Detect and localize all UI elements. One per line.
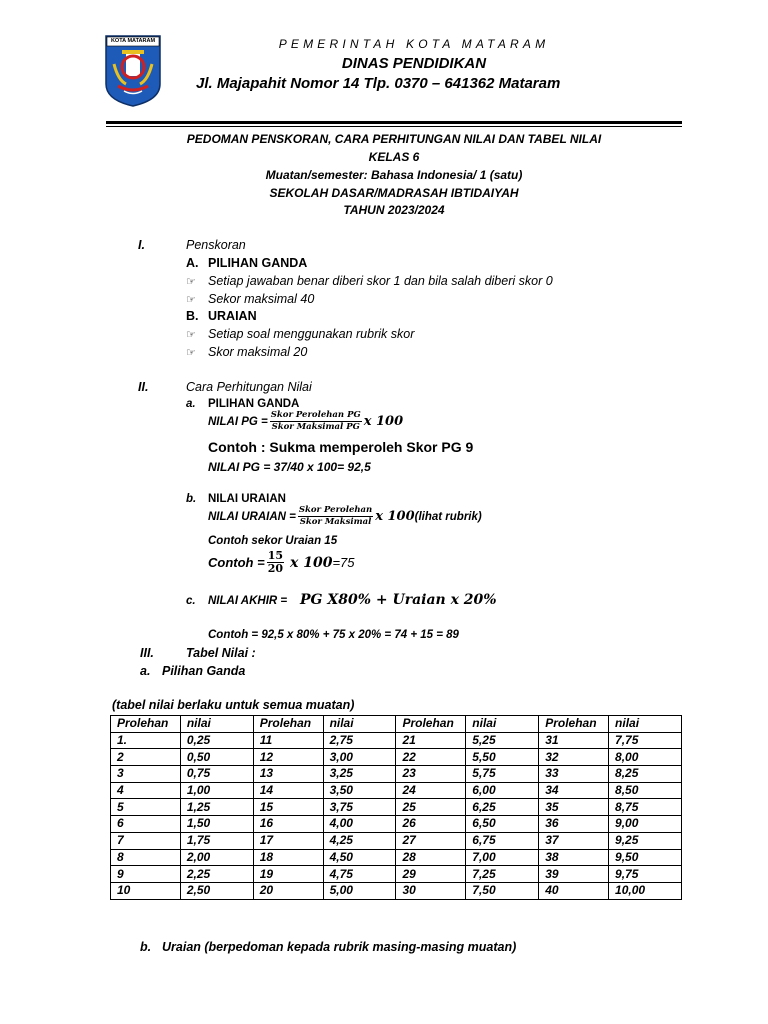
score-cell: 29 bbox=[396, 866, 466, 883]
score-cell: 19 bbox=[253, 866, 323, 883]
uraian-calculation: Contoh = $\frac{15}{20}$ x 100 =75 bbox=[208, 549, 355, 575]
section1-b-label: B. bbox=[186, 309, 199, 323]
section1-number: I. bbox=[138, 238, 145, 252]
score-cell: 38 bbox=[539, 849, 609, 866]
section3-a-title: Pilihan Ganda bbox=[162, 664, 246, 678]
section2-title: Cara Perhitungan Nilai bbox=[186, 380, 312, 394]
table-header-cell: Prolehan bbox=[539, 716, 609, 733]
section3-a-label: a. bbox=[140, 664, 151, 678]
score-cell: 15 bbox=[253, 799, 323, 816]
value-cell: 4,25 bbox=[323, 832, 396, 849]
score-cell: 30 bbox=[396, 882, 466, 899]
value-cell: 9,75 bbox=[609, 866, 682, 883]
pointing-hand-icon: ☞ bbox=[186, 347, 196, 359]
pg-example: Contoh : Sukma memperoleh Skor PG 9 bbox=[208, 439, 474, 455]
pg-calculation: NILAI PG = 37/40 x 100= 92,5 bbox=[208, 460, 371, 474]
value-cell: 9,50 bbox=[609, 849, 682, 866]
value-cell: 0,75 bbox=[180, 766, 253, 783]
section2-number: II. bbox=[138, 380, 149, 394]
score-cell: 20 bbox=[253, 882, 323, 899]
logo-caption: KOTA MATARAM bbox=[110, 38, 156, 44]
doc-school: SEKOLAH DASAR/MADRASAH IBTIDAIYAH bbox=[269, 186, 519, 200]
score-cell: 40 bbox=[539, 882, 609, 899]
table-row bbox=[111, 866, 682, 883]
table-row bbox=[111, 849, 682, 866]
table-header-cell: nilai bbox=[466, 716, 539, 733]
value-cell: 7,25 bbox=[466, 866, 539, 883]
doc-title: PEDOMAN PENSKORAN, CARA PERHITUNGAN NILAI DAN TABEL NILAI bbox=[186, 132, 602, 146]
section1-a-label: A. bbox=[186, 256, 199, 270]
value-cell: 7,50 bbox=[466, 882, 539, 899]
value-cell: 5,75 bbox=[466, 766, 539, 783]
value-cell: 1,25 bbox=[180, 799, 253, 816]
score-cell: 22 bbox=[396, 749, 466, 766]
header-divider bbox=[106, 121, 682, 124]
table-header-cell: Prolehan bbox=[111, 716, 181, 733]
value-cell: 4,50 bbox=[323, 849, 396, 866]
score-cell: 33 bbox=[539, 766, 609, 783]
value-cell: 6,00 bbox=[466, 782, 539, 799]
value-cell: 3,75 bbox=[323, 799, 396, 816]
value-cell: 2,25 bbox=[180, 866, 253, 883]
table-row bbox=[111, 749, 682, 766]
value-cell: 1,00 bbox=[180, 782, 253, 799]
doc-year: TAHUN 2023/2024 bbox=[343, 203, 445, 217]
score-cell: 14 bbox=[253, 782, 323, 799]
value-cell: 5,25 bbox=[466, 732, 539, 749]
score-cell: 8 bbox=[111, 849, 181, 866]
value-cell: 9,25 bbox=[609, 832, 682, 849]
score-cell: 7 bbox=[111, 832, 181, 849]
value-cell: 8,50 bbox=[609, 782, 682, 799]
score-cell: 21 bbox=[396, 732, 466, 749]
score-cell: 24 bbox=[396, 782, 466, 799]
table-row bbox=[111, 766, 682, 783]
score-cell: 26 bbox=[396, 816, 466, 833]
pointing-hand-icon: ☞ bbox=[186, 276, 196, 288]
score-cell: 16 bbox=[253, 816, 323, 833]
header-divider-thin bbox=[106, 126, 682, 127]
value-cell: 4,00 bbox=[323, 816, 396, 833]
pg-formula: NILAI PG = $\frac{\text{Skor Perolehan PG}}{\text{Skor Maksimal PG}}$ x 100 bbox=[208, 410, 404, 432]
score-cell: 17 bbox=[253, 832, 323, 849]
table-header-cell: Prolehan bbox=[396, 716, 466, 733]
table-row bbox=[111, 799, 682, 816]
score-cell: 27 bbox=[396, 832, 466, 849]
value-cell: 4,75 bbox=[323, 866, 396, 883]
value-cell: 8,25 bbox=[609, 766, 682, 783]
value-cell: 3,00 bbox=[323, 749, 396, 766]
score-table bbox=[110, 715, 682, 900]
section2-c-title: NILAI AKHIR = bbox=[208, 595, 288, 607]
score-cell: 37 bbox=[539, 832, 609, 849]
score-cell: 39 bbox=[539, 866, 609, 883]
section1-a-title: PILIHAN GANDA bbox=[208, 256, 308, 270]
value-cell: 2,00 bbox=[180, 849, 253, 866]
table-row bbox=[111, 732, 682, 749]
bullet-item: ☞ Skor maksimal 20 bbox=[186, 345, 308, 359]
value-cell: 3,50 bbox=[323, 782, 396, 799]
value-cell: 10,00 bbox=[609, 882, 682, 899]
section2-c-label: c. bbox=[186, 595, 196, 607]
table-row bbox=[111, 882, 682, 899]
score-cell: 13 bbox=[253, 766, 323, 783]
score-cell: 2 bbox=[111, 749, 181, 766]
section1-b-title: URAIAN bbox=[208, 309, 257, 323]
section3-b-label: b. bbox=[140, 940, 152, 954]
score-cell: 5 bbox=[111, 799, 181, 816]
doc-class: KELAS 6 bbox=[368, 150, 420, 164]
score-cell: 9 bbox=[111, 866, 181, 883]
value-cell: 1,50 bbox=[180, 816, 253, 833]
score-cell: 23 bbox=[396, 766, 466, 783]
section2-b-label: b. bbox=[186, 493, 197, 505]
value-cell: 8,75 bbox=[609, 799, 682, 816]
section3-number: III. bbox=[140, 646, 154, 660]
score-cell: 1. bbox=[111, 732, 181, 749]
score-cell: 34 bbox=[539, 782, 609, 799]
value-cell: 5,50 bbox=[466, 749, 539, 766]
value-cell: 0,25 bbox=[180, 732, 253, 749]
section2-a-label: a. bbox=[186, 398, 196, 410]
value-cell: 2,50 bbox=[180, 882, 253, 899]
pointing-hand-icon: ☞ bbox=[186, 329, 196, 341]
doc-subject: Muatan/semester: Bahasa Indonesia/ 1 (satu) bbox=[265, 168, 523, 182]
table-row bbox=[111, 832, 682, 849]
score-cell: 31 bbox=[539, 732, 609, 749]
letterhead-agency: DINAS PENDIDIKAN bbox=[341, 55, 487, 72]
bullet-item: ☞ Setiap jawaban benar diberi skor 1 dan bila salah diberi skor 0 bbox=[186, 274, 553, 288]
table-note: (tabel nilai berlaku untuk semua muatan) bbox=[112, 698, 355, 712]
table-header-cell: nilai bbox=[180, 716, 253, 733]
letterhead-address: Jl. Majapahit Nomor 14 Tlp. 0370 – 641362 Mataram bbox=[196, 75, 561, 92]
value-cell: 3,25 bbox=[323, 766, 396, 783]
table-row bbox=[111, 782, 682, 799]
score-cell: 6 bbox=[111, 816, 181, 833]
score-cell: 3 bbox=[111, 766, 181, 783]
table-header-cell: nilai bbox=[323, 716, 396, 733]
score-cell: 36 bbox=[539, 816, 609, 833]
section3-title: Tabel Nilai : bbox=[186, 646, 256, 660]
value-cell: 2,75 bbox=[323, 732, 396, 749]
score-cell: 28 bbox=[396, 849, 466, 866]
value-cell: 6,50 bbox=[466, 816, 539, 833]
score-cell: 12 bbox=[253, 749, 323, 766]
section2-a-title: PILIHAN GANDA bbox=[208, 398, 300, 410]
pointing-hand-icon: ☞ bbox=[186, 294, 196, 306]
score-cell: 32 bbox=[539, 749, 609, 766]
score-cell: 25 bbox=[396, 799, 466, 816]
section1-title: Penskoran bbox=[186, 238, 246, 252]
final-formula: PG X80% + Uraian x 20% bbox=[300, 592, 497, 608]
value-cell: 8,00 bbox=[609, 749, 682, 766]
value-cell: 6,75 bbox=[466, 832, 539, 849]
value-cell: 7,75 bbox=[609, 732, 682, 749]
value-cell: 0,50 bbox=[180, 749, 253, 766]
final-example: Contoh = 92,5 x 80% + 75 x 20% = 74 + 15 = 89 bbox=[208, 629, 459, 641]
bullet-item: ☞ Setiap soal menggunakan rubrik skor bbox=[186, 327, 415, 341]
score-cell: 11 bbox=[253, 732, 323, 749]
value-cell: 9,00 bbox=[609, 816, 682, 833]
section3-b-title: Uraian (berpedoman kepada rubrik masing-masing muatan) bbox=[162, 940, 517, 954]
table-header-cell: nilai bbox=[609, 716, 682, 733]
uraian-example: Contoh sekor Uraian 15 bbox=[208, 535, 338, 547]
value-cell: 7,00 bbox=[466, 849, 539, 866]
value-cell: 6,25 bbox=[466, 799, 539, 816]
letterhead-government: PEMERINTAH KOTA MATARAM bbox=[278, 37, 550, 51]
uraian-formula: NILAI URAIAN = $\frac{\text{Skor Perolehan}}{\text{Skor Maksimal}}$ x 100 (lihat rubrik) bbox=[208, 505, 482, 527]
score-cell: 10 bbox=[111, 882, 181, 899]
score-cell: 18 bbox=[253, 849, 323, 866]
table-header-cell: Prolehan bbox=[253, 716, 323, 733]
table-header-row bbox=[111, 716, 682, 733]
table-row bbox=[111, 816, 682, 833]
value-cell: 1,75 bbox=[180, 832, 253, 849]
value-cell: 5,00 bbox=[323, 882, 396, 899]
section2-b-title: NILAI URAIAN bbox=[208, 493, 286, 505]
score-cell: 35 bbox=[539, 799, 609, 816]
score-cell: 4 bbox=[111, 782, 181, 799]
bullet-item: ☞ Sekor maksimal 40 bbox=[186, 292, 315, 306]
